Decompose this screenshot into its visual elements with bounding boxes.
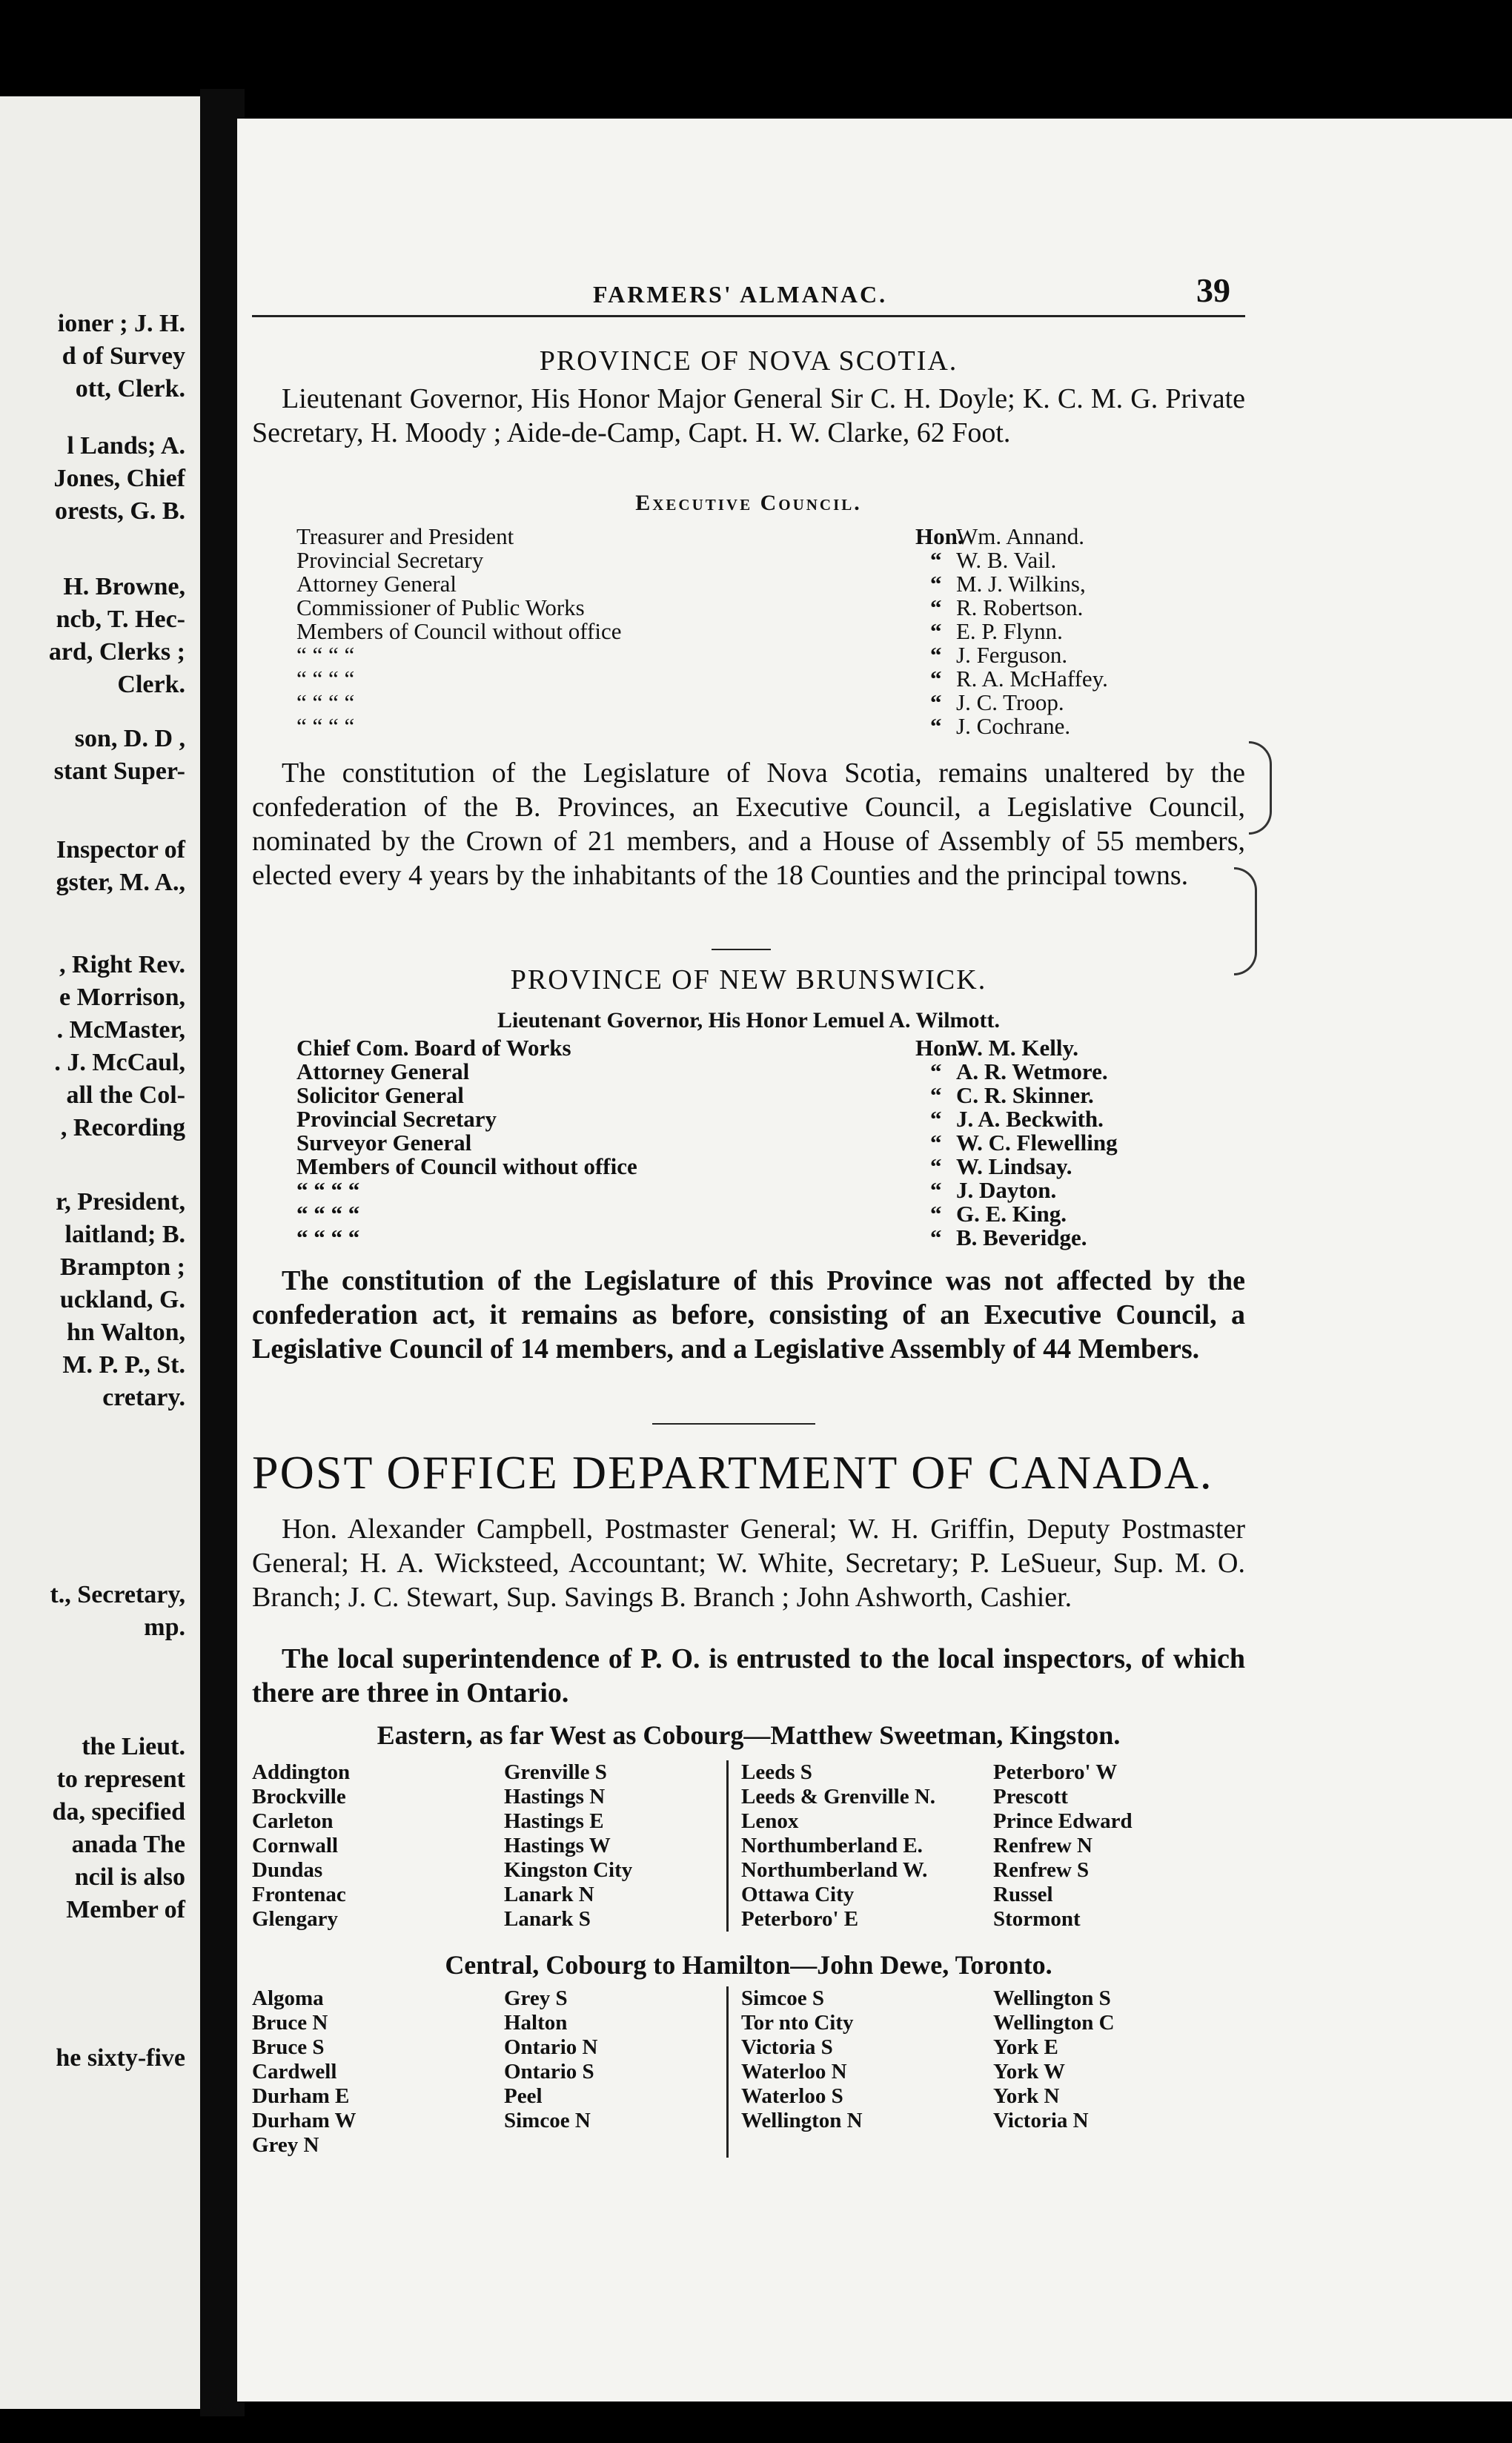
- roster-prefix: “: [930, 642, 942, 668]
- left-page-line: , Recording: [60, 1114, 185, 1141]
- roster-office: Provincial Secretary: [296, 1106, 497, 1132]
- county-name: Ontario S: [504, 2060, 594, 2084]
- county-name: Bruce S: [252, 2035, 325, 2059]
- county-name: Russel: [993, 1883, 1053, 1906]
- left-page-line: . McMaster,: [56, 1016, 185, 1044]
- county-name: Glengary: [252, 1907, 338, 1931]
- roster-office: Commissioner of Public Works: [296, 594, 585, 620]
- county-name: Carleton: [252, 1809, 334, 1833]
- roster-prefix: “: [930, 1058, 942, 1084]
- county-name: Durham E: [252, 2084, 350, 2108]
- county-name: Peel: [504, 2084, 543, 2108]
- roster-row: [252, 1060, 1245, 1084]
- left-page-line: ioner ; J. H.: [57, 310, 185, 337]
- roster-office: “ “ “ “: [296, 689, 355, 715]
- roster-office: Surveyor General: [296, 1130, 472, 1156]
- roster-row: [252, 1179, 1245, 1202]
- new-brunswick-roster: [252, 1036, 1245, 1250]
- county-name: Grey S: [504, 1986, 568, 2010]
- roster-prefix: “: [930, 1201, 942, 1227]
- left-page-line: son, D. D ,: [74, 725, 185, 752]
- left-page-line: Inspector of: [56, 836, 185, 863]
- eastern-counties: [252, 1760, 1245, 1938]
- county-name: Ontario N: [504, 2035, 598, 2059]
- roster-name: A. R. Wetmore.: [956, 1058, 1108, 1084]
- roster-name: G. E. King.: [956, 1201, 1067, 1227]
- left-page-line: r, President,: [56, 1188, 185, 1216]
- left-page-line: . J. McCaul,: [54, 1049, 185, 1076]
- left-page-line: cretary.: [102, 1384, 185, 1411]
- county-name: Leeds S: [741, 1760, 812, 1784]
- left-page-line: t., Secretary,: [50, 1581, 185, 1608]
- left-page-line: Member of: [66, 1896, 185, 1923]
- county-name: Algoma: [252, 1986, 324, 2010]
- roster-office: Provincial Secretary: [296, 547, 484, 573]
- roster-row: [252, 525, 1245, 548]
- county-name: Renfrew N: [993, 1834, 1092, 1857]
- roster-office: Members of Council without office: [296, 1153, 637, 1179]
- county-name: Hastings N: [504, 1785, 606, 1809]
- eastern-heading: Eastern, as far West as Cobourg—Matthew Sweetman, Kingston.: [377, 1720, 1121, 1750]
- roster-name: R. Robertson.: [956, 594, 1084, 620]
- left-page-line: all the Col-: [66, 1081, 185, 1109]
- county-name: Bruce N: [252, 2011, 328, 2035]
- central-heading: Central, Cobourg to Hamilton—John Dewe, Toronto.: [445, 1950, 1052, 1980]
- page-header: [252, 271, 1245, 317]
- county-name: Northumberland E.: [741, 1834, 923, 1857]
- left-page-line: laitland; B.: [64, 1221, 185, 1248]
- roster-prefix: “: [930, 666, 942, 692]
- roster-row: [252, 715, 1245, 738]
- running-head: FARMERS' ALMANAC.: [593, 281, 888, 308]
- county-name: Renfrew S: [993, 1858, 1090, 1882]
- roster-office: “ “ “ “: [296, 1177, 360, 1203]
- county-name: York E: [993, 2035, 1058, 2059]
- roster-row: [252, 643, 1245, 667]
- county-name: Cornwall: [252, 1834, 338, 1857]
- left-page-line: ard, Clerks ;: [48, 638, 185, 666]
- new-brunswick-governor: Lieutenant Governor, His Honor Lemuel A. Wilmott.: [497, 1008, 1001, 1032]
- roster-prefix: “: [930, 689, 942, 715]
- column-divider: [726, 1986, 729, 2158]
- county-name: Simcoe S: [741, 1986, 824, 2010]
- left-page-line: mp.: [144, 1614, 185, 1641]
- left-page-line: the Lieut.: [82, 1733, 185, 1760]
- roster-row: [252, 596, 1245, 620]
- page: [237, 119, 1512, 2401]
- left-page-line: Clerk.: [117, 671, 185, 698]
- roster-office: “ “ “ “: [296, 666, 355, 692]
- post-office-title: [252, 1445, 1245, 1500]
- county-name: Wellington C: [993, 2011, 1115, 2035]
- roster-prefix: Hon.: [915, 1035, 964, 1061]
- left-page-line: ncil is also: [74, 1863, 185, 1891]
- roster-name: R. A. McHaffey.: [956, 666, 1108, 692]
- executive-council-heading: Executive Council.: [635, 491, 862, 515]
- roster-name: C. R. Skinner.: [956, 1082, 1094, 1108]
- page-number: 39: [1196, 271, 1230, 309]
- roster-prefix: “: [930, 1153, 942, 1179]
- county-name: Victoria S: [741, 2035, 833, 2059]
- roster-office: Solicitor General: [296, 1082, 464, 1108]
- pencil-bracket-mark: [1234, 867, 1257, 975]
- central-counties: [252, 1986, 1245, 2164]
- roster-row: [252, 667, 1245, 691]
- county-name: Simcoe N: [504, 2109, 591, 2132]
- post-office-officers: Hon. Alexander Campbell, Postmaster General; W. H. Griffin, Deputy Postmaster General; H. A. Wicksteed, Accountant; W. White, Secretary; P. LeSueur, Sup. M. O. Branch; J. C. Stewart, Sup. Savings B. Branch ; John Ashworth, Cashier.: [252, 1514, 1245, 1613]
- county-name: Cardwell: [252, 2060, 337, 2084]
- roster-name: J. A. Beckwith.: [956, 1106, 1104, 1132]
- section-divider: [712, 949, 771, 950]
- county-name: Lenox: [741, 1809, 799, 1833]
- county-name: York N: [993, 2084, 1060, 2108]
- roster-name: W. C. Flewelling: [956, 1130, 1118, 1156]
- roster-row: [252, 548, 1245, 572]
- roster-office: Members of Council without office: [296, 618, 622, 644]
- left-page-line: d of Survey: [62, 342, 185, 370]
- roster-name: E. P. Flynn.: [956, 618, 1063, 644]
- roster-prefix: “: [930, 547, 942, 573]
- nova-scotia-constitution: The constitution of the Legislature of Nova Scotia, remains unaltered by the confederation of the B. Provinces, an Executive Council, a Legislative Council, nominated by the Crown of 21 members, and a House of Assembly of 55 members, elected every 4 years by the inhabitants of the 18 Counties and the principal towns.: [252, 758, 1245, 891]
- column-divider: [726, 1760, 729, 1932]
- nova-scotia-roster: [252, 525, 1245, 738]
- new-brunswick-constitution: The constitution of the Legislature of this Province was not affected by the confederation act, it remains as before, consisting of an Executive Council, a Legislative Council of 14 members, and a Legislative Assembly of 44 Members.: [252, 1265, 1245, 1365]
- pencil-bracket-mark: [1249, 741, 1272, 835]
- left-page-line: e Morrison,: [59, 984, 185, 1011]
- roster-office: Attorney General: [296, 571, 457, 597]
- county-name: Tor nto City: [741, 2011, 854, 2035]
- roster-office: Chief Com. Board of Works: [296, 1035, 571, 1061]
- roster-row: [252, 620, 1245, 643]
- left-page-line: da, specified: [52, 1798, 185, 1826]
- county-name: Halton: [504, 2011, 568, 2035]
- left-page-line: Brampton ;: [59, 1253, 185, 1281]
- county-name: Hastings W: [504, 1834, 611, 1857]
- roster-row: [252, 1155, 1245, 1179]
- roster-row: [252, 572, 1245, 596]
- roster-office: “ “ “ “: [296, 1201, 360, 1227]
- roster-name: J. Ferguson.: [956, 642, 1068, 668]
- county-name: Brockville: [252, 1785, 346, 1809]
- county-name: Lanark S: [504, 1907, 591, 1931]
- roster-row: [252, 1202, 1245, 1226]
- left-page-line: he sixty-five: [56, 2044, 185, 2072]
- left-page-fragment: [0, 96, 200, 2409]
- post-office-note: The local superintendence of P. O. is entrusted to the local inspectors, of which there are three in Ontario.: [252, 1643, 1245, 1708]
- county-name: Ottawa City: [741, 1883, 855, 1906]
- county-name: Waterloo S: [741, 2084, 843, 2108]
- county-name: Peterboro' E: [741, 1907, 859, 1931]
- county-name: Wellington N: [741, 2109, 863, 2132]
- county-name: Waterloo N: [741, 2060, 847, 2084]
- roster-office: “ “ “ “: [296, 713, 355, 739]
- county-name: Leeds & Grenville N.: [741, 1785, 936, 1809]
- nova-scotia-intro: Lieutenant Governor, His Honor Major General Sir C. H. Doyle; K. C. M. G. Private Secretary, H. Moody ; Aide-de-Camp, Capt. H. W. Clarke, 62 Foot.: [252, 383, 1245, 448]
- left-page-line: , Right Rev.: [59, 951, 185, 978]
- county-name: Prescott: [993, 1785, 1068, 1809]
- left-page-line: to represent: [56, 1766, 185, 1793]
- county-name: Hastings E: [504, 1809, 604, 1833]
- county-name: Prince Edward: [993, 1809, 1133, 1833]
- roster-name: Wm. Annand.: [956, 523, 1085, 549]
- roster-name: W. B. Vail.: [956, 547, 1057, 573]
- roster-prefix: “: [930, 571, 942, 597]
- county-name: Wellington S: [993, 1986, 1111, 2010]
- county-name: Dundas: [252, 1858, 323, 1882]
- county-name: Grenville S: [504, 1760, 607, 1784]
- roster-prefix: “: [930, 594, 942, 620]
- roster-office: Treasurer and President: [296, 523, 514, 549]
- roster-office: “ “ “ “: [296, 1224, 360, 1250]
- county-name: Durham W: [252, 2109, 357, 2132]
- left-page-line: stant Super-: [53, 758, 185, 785]
- left-page-line: orests, G. B.: [55, 497, 185, 525]
- left-page-line: uckland, G.: [59, 1286, 185, 1313]
- left-page-line: l Lands; A.: [67, 432, 185, 460]
- roster-prefix: “: [930, 713, 942, 739]
- left-page-line: hn Walton,: [66, 1319, 185, 1346]
- county-name: Lanark N: [504, 1883, 594, 1906]
- roster-prefix: “: [930, 1106, 942, 1132]
- roster-prefix: “: [930, 1177, 942, 1203]
- roster-name: W. Lindsay.: [956, 1153, 1072, 1179]
- county-name: Peterboro' W: [993, 1760, 1118, 1784]
- roster-name: B. Beveridge.: [956, 1224, 1087, 1250]
- roster-name: J. C. Troop.: [956, 689, 1064, 715]
- roster-prefix: Hon.: [915, 523, 964, 549]
- new-brunswick-title: PROVINCE OF NEW BRUNSWICK.: [510, 964, 987, 995]
- county-name: Grey N: [252, 2133, 319, 2157]
- nova-scotia-title: PROVINCE OF NOVA SCOTIA.: [539, 345, 958, 377]
- left-page-line: ncb, T. Hec-: [56, 606, 185, 633]
- roster-name: M. J. Wilkins,: [956, 571, 1086, 597]
- roster-prefix: “: [930, 1130, 942, 1156]
- roster-prefix: “: [930, 1082, 942, 1108]
- roster-name: J. Dayton.: [956, 1177, 1057, 1203]
- county-name: Kingston City: [504, 1858, 633, 1882]
- left-page-line: gster, M. A.,: [56, 869, 185, 896]
- roster-office: “ “ “ “: [296, 642, 355, 668]
- left-page-line: M. P. P., St.: [62, 1351, 185, 1379]
- roster-row: [252, 1084, 1245, 1107]
- roster-row: [252, 1036, 1245, 1060]
- county-name: York W: [993, 2060, 1065, 2084]
- post-office-title-text: POST OFFICE DEPARTMENT OF CANADA.: [252, 1446, 1213, 1499]
- county-name: Stormont: [993, 1907, 1081, 1931]
- county-name: Northumberland W.: [741, 1858, 928, 1882]
- roster-row: [252, 691, 1245, 715]
- left-page-line: ott, Clerk.: [75, 375, 185, 402]
- section-divider: [652, 1423, 815, 1425]
- roster-office: Attorney General: [296, 1058, 470, 1084]
- left-page-line: H. Browne,: [63, 573, 185, 600]
- roster-name: W. M. Kelly.: [956, 1035, 1079, 1061]
- roster-prefix: “: [930, 618, 942, 644]
- roster-row: [252, 1131, 1245, 1155]
- left-page-line: Jones, Chief: [53, 465, 185, 492]
- county-name: Frontenac: [252, 1883, 346, 1906]
- county-name: Addington: [252, 1760, 351, 1784]
- left-page-line: anada The: [71, 1831, 185, 1858]
- roster-prefix: “: [930, 1224, 942, 1250]
- county-name: Victoria N: [993, 2109, 1089, 2132]
- roster-row: [252, 1107, 1245, 1131]
- roster-row: [252, 1226, 1245, 1250]
- roster-name: J. Cochrane.: [956, 713, 1071, 739]
